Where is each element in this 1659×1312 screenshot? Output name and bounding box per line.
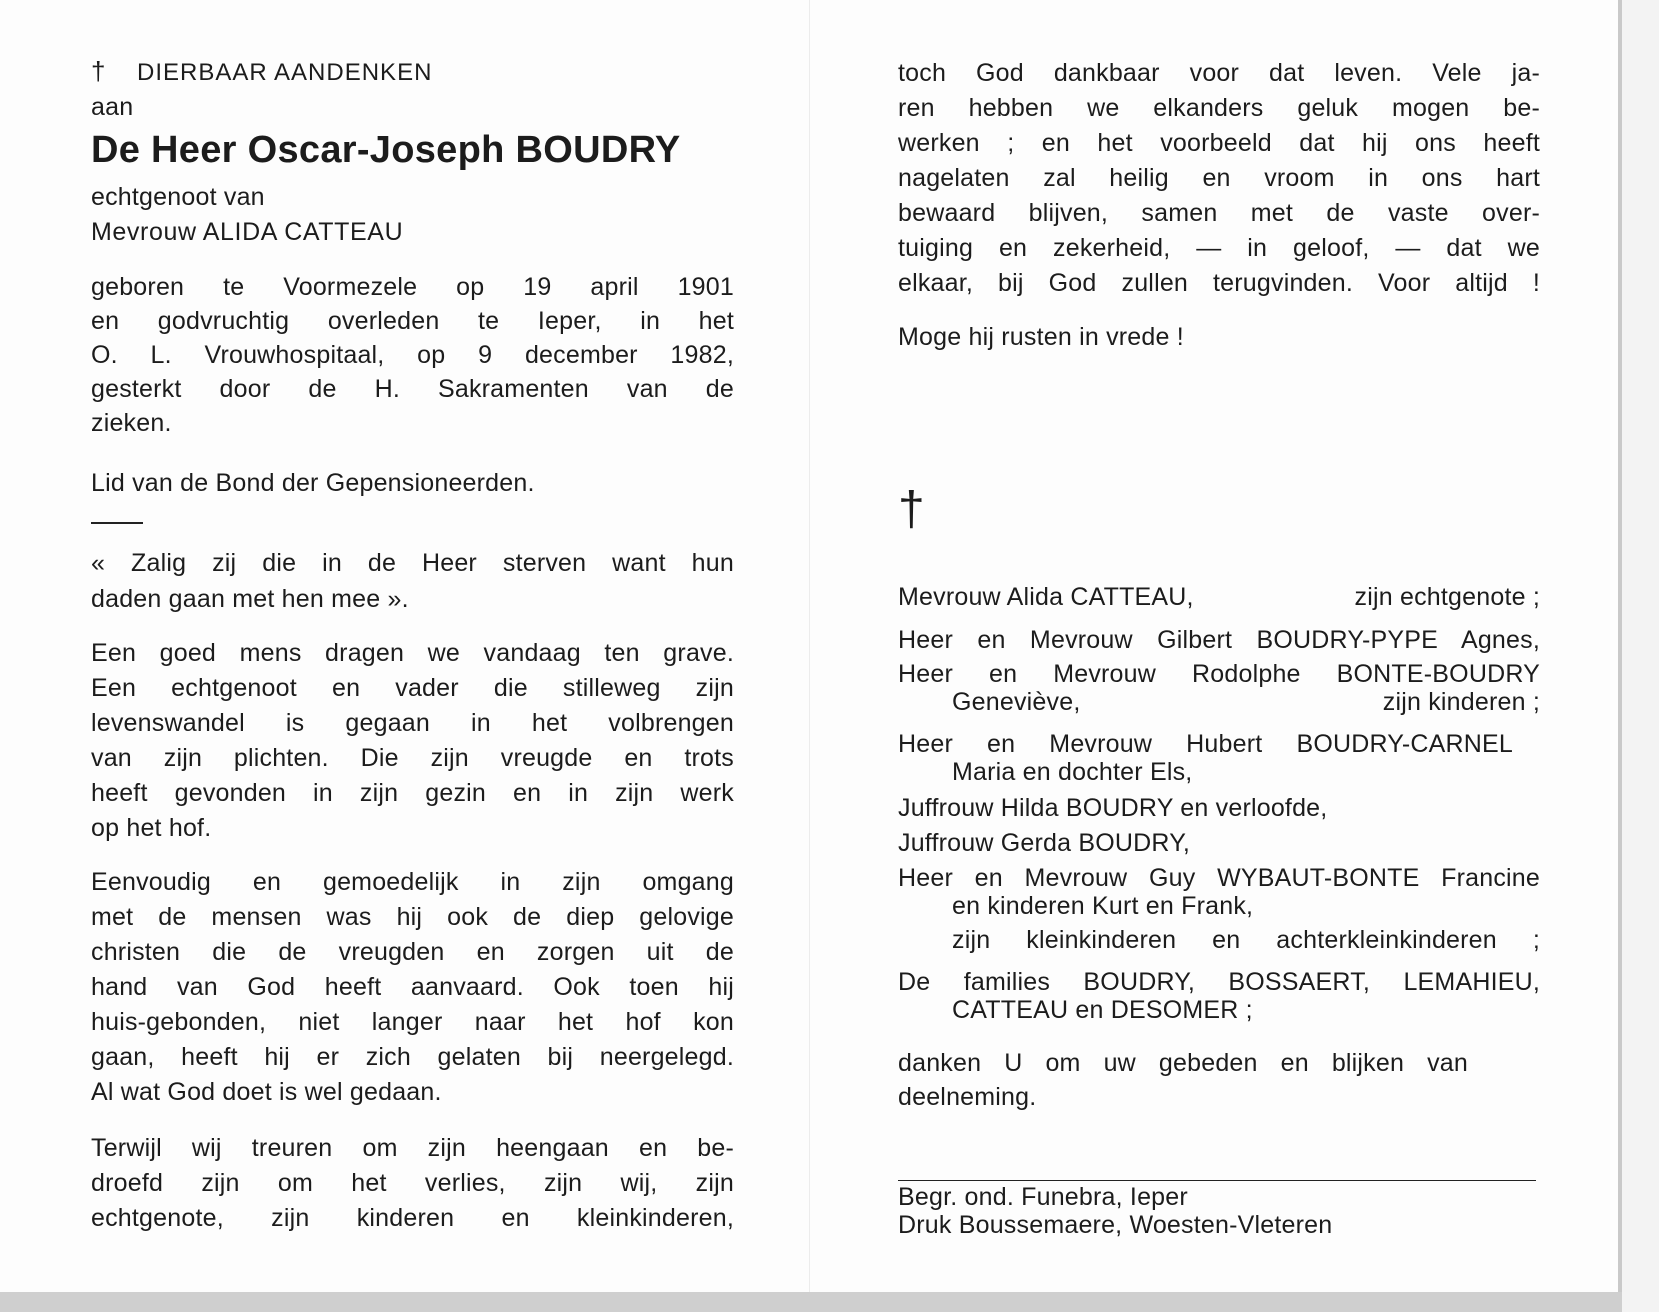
card-shadow-bottom bbox=[0, 1292, 1622, 1312]
paragraph-line: ren hebben we elkanders geluk mogen be- bbox=[898, 94, 1540, 122]
family-line: Heer en Mevrouw Rodolphe BONTE-BOUDRY bbox=[898, 660, 1540, 688]
bio-line: O. L. Vrouwhospitaal, op 9 december 1982, bbox=[91, 341, 734, 369]
family-line: en kinderen Kurt en Frank, bbox=[952, 892, 1254, 920]
paragraph-line: nagelaten zal heilig en vroom in ons hart bbox=[898, 164, 1540, 192]
children-role: zijn kinderen ; bbox=[1382, 688, 1540, 716]
spouse-intro: echtgenoot van bbox=[91, 183, 265, 211]
family-line: CATTEAU en DESOMER ; bbox=[952, 996, 1253, 1024]
quote-line: daden gaan met hen mee ». bbox=[91, 585, 409, 613]
paragraph-line: tuiging en zekerheid, — in geloof, — dat we bbox=[898, 234, 1540, 262]
footer-line: Begr. ond. Funebra, Ieper bbox=[898, 1183, 1188, 1211]
footer-line: Druk Boussemaere, Woesten-Vleteren bbox=[898, 1211, 1333, 1239]
child2-name: Geneviève, bbox=[952, 688, 1081, 716]
widow-name: Mevrouw Alida CATTEAU, bbox=[898, 583, 1194, 611]
aan-label: aan bbox=[91, 93, 134, 121]
family-line: Juffrouw Hilda BOUDRY en verloofde, bbox=[898, 794, 1328, 822]
family-line: Juffrouw Gerda BOUDRY, bbox=[898, 829, 1191, 857]
paragraph-line: van zijn plichten. Die zijn vreugde en trots bbox=[91, 744, 734, 772]
family-line: Maria en dochter Els, bbox=[952, 758, 1193, 786]
bio-line: gesterkt door de H. Sakramenten van de bbox=[91, 375, 734, 403]
paragraph-line: toch God dankbaar voor dat leven. Vele ja- bbox=[898, 59, 1540, 87]
header bbox=[91, 56, 734, 88]
paragraph-line: met de mensen was hij ook de diep gelovige bbox=[91, 903, 734, 931]
family-line: Heer en Mevrouw Hubert BOUDRY-CARNEL bbox=[898, 730, 1513, 758]
family-line: Heer en Mevrouw Gilbert BOUDRY-PYPE Agnes, bbox=[898, 626, 1540, 654]
paragraph-line: levenswandel is gegaan in het volbrengen bbox=[91, 709, 734, 737]
quote-line: « Zalig zij die in de Heer sterven want hun bbox=[91, 549, 734, 577]
deceased-name: De Heer Oscar-Joseph BOUDRY bbox=[91, 129, 681, 171]
paragraph-line: Al wat God doet is wel gedaan. bbox=[91, 1078, 442, 1106]
paragraph-line: christen die de vreugden en zorgen uit de bbox=[91, 938, 734, 966]
paragraph-line: droefd zijn om het verlies, zijn wij, zijn bbox=[91, 1169, 734, 1197]
thanks-line: danken U om uw gebeden en blijken van bbox=[898, 1049, 1468, 1077]
thanks-line: deelneming. bbox=[898, 1083, 1037, 1111]
card-shadow-right bbox=[1618, 0, 1622, 1292]
paragraph-line: Een goed mens dragen we vandaag ten grave. bbox=[91, 639, 734, 667]
paragraph-line: gaan, heeft hij er zich gelaten bij neergelegd. bbox=[91, 1043, 734, 1071]
family-line-widow bbox=[898, 582, 1540, 612]
bio-line: zieken. bbox=[91, 409, 172, 437]
cross-icon: † bbox=[91, 56, 107, 86]
family-line: zijn kleinkinderen en achterkleinkinderen ; bbox=[952, 926, 1540, 954]
paragraph-line: heeft gevonden in zijn gezin en in zijn werk bbox=[91, 779, 734, 807]
paragraph-line: huis-gebonden, niet langer naar het hof kon bbox=[91, 1008, 734, 1036]
paragraph-line: Terwijl wij treuren om zijn heengaan en be- bbox=[91, 1134, 734, 1162]
paragraph-line: Een echtgenoot en vader die stilleweg zijn bbox=[91, 674, 734, 702]
family-line bbox=[898, 687, 1540, 717]
widow-role: zijn echtgenote ; bbox=[1354, 583, 1540, 611]
family-line: De families BOUDRY, BOSSAERT, LEMAHIEU, bbox=[898, 968, 1540, 996]
footer-divider bbox=[898, 1180, 1536, 1181]
cross-icon: † bbox=[898, 483, 925, 536]
short-divider bbox=[91, 522, 143, 524]
family-line: Heer en Mevrouw Guy WYBAUT-BONTE Francine bbox=[898, 864, 1540, 892]
bio-line: geboren te Voormezele op 19 april 1901 bbox=[91, 273, 734, 301]
paragraph-line: bewaard blijven, samen met de vaste over- bbox=[898, 199, 1540, 227]
paragraph-line: echtgenote, zijn kinderen en kleinkinderen, bbox=[91, 1204, 734, 1232]
prayer: Moge hij rusten in vrede ! bbox=[898, 323, 1184, 351]
paragraph-line: Eenvoudig en gemoedelijk in zijn omgang bbox=[91, 868, 734, 896]
paragraph-line: elkaar, bij God zullen terugvinden. Voor altijd ! bbox=[898, 269, 1540, 297]
bio-line: en godvruchtig overleden te Ieper, in het bbox=[91, 307, 734, 335]
paragraph-line: werken ; en het voorbeeld dat hij ons heeft bbox=[898, 129, 1540, 157]
spouse-name: Mevrouw ALIDA CATTEAU bbox=[91, 218, 404, 246]
card-fold bbox=[809, 0, 810, 1292]
paragraph-line: op het hof. bbox=[91, 814, 212, 842]
paragraph-line: hand van God heeft aanvaard. Ook toen hij bbox=[91, 973, 734, 1001]
header-label: DIERBAAR AANDENKEN bbox=[137, 59, 433, 86]
membership: Lid van de Bond der Gepensioneerden. bbox=[91, 469, 535, 497]
